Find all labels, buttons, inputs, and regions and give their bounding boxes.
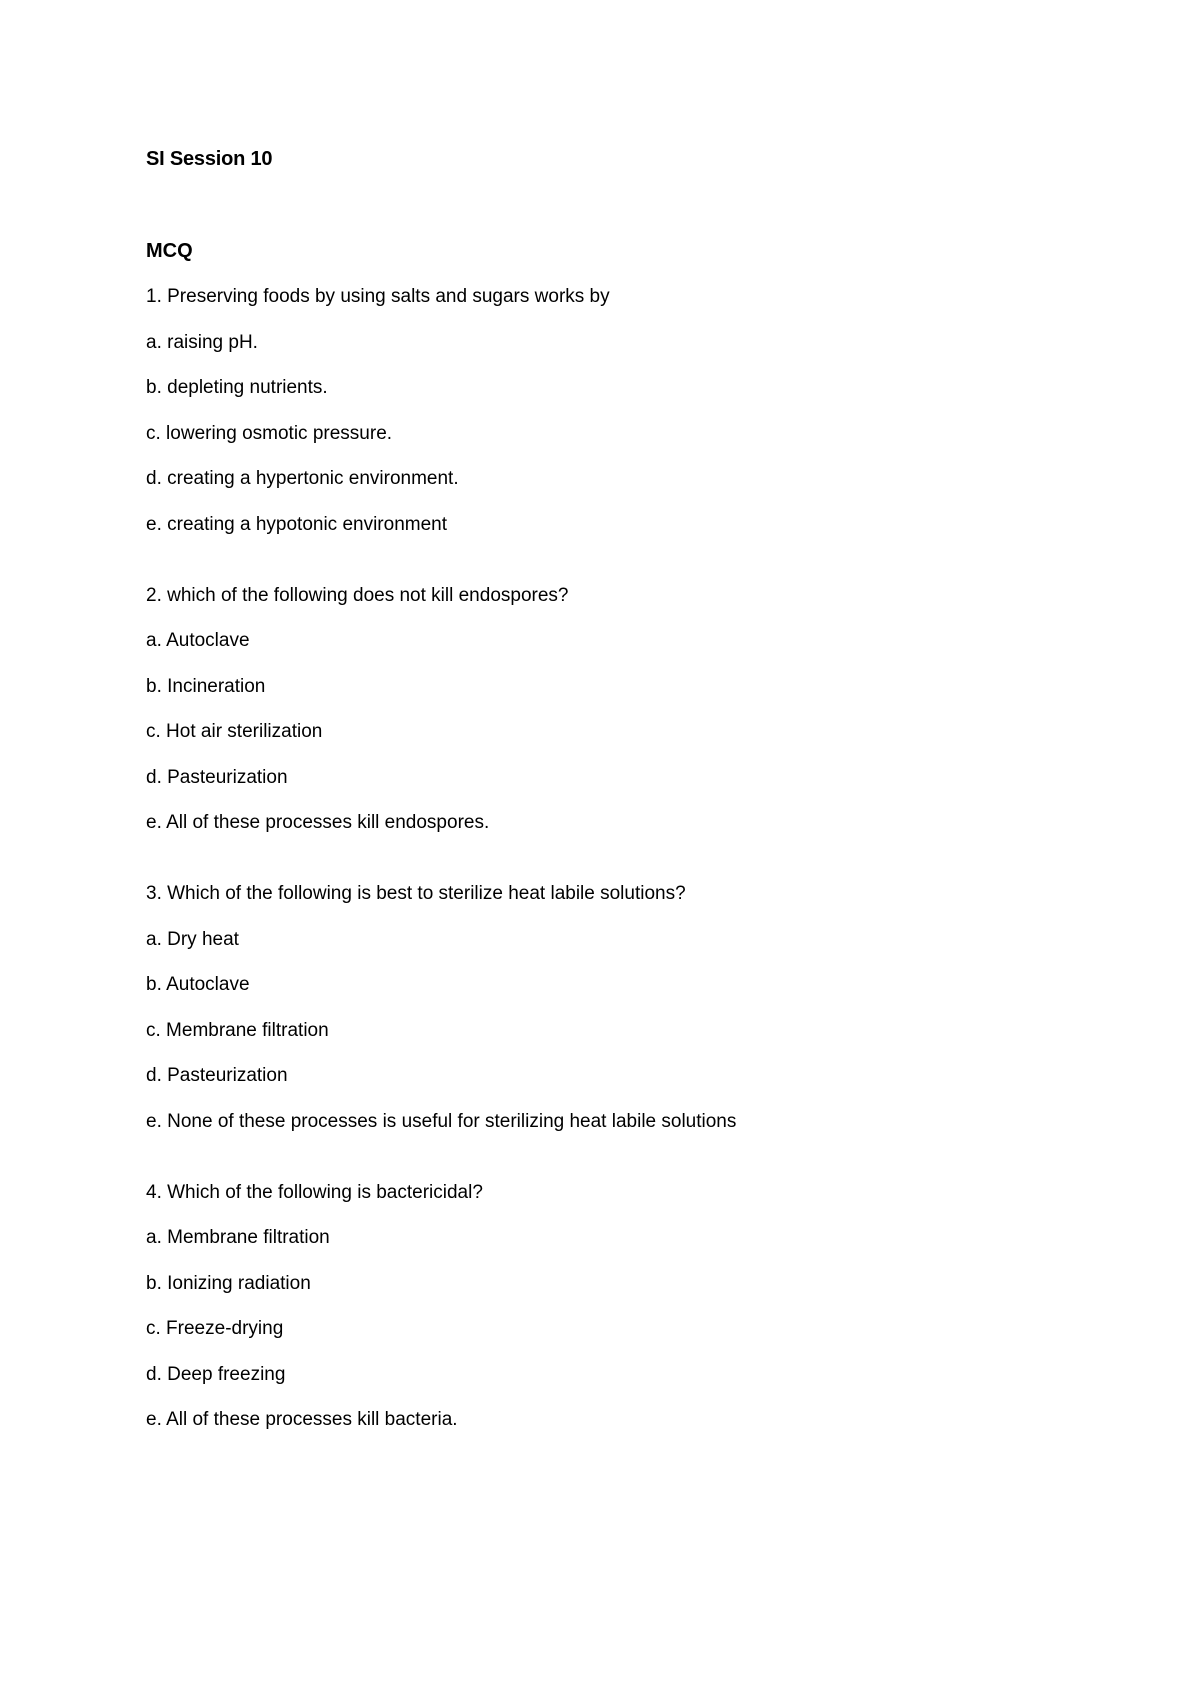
answer-option: e. creating a hypotonic environment <box>146 513 448 535</box>
question-stem: 3. Which of the following is best to sterilize heat labile solutions? <box>146 883 686 904</box>
answer-option: c. Freeze-drying <box>146 1318 284 1339</box>
answer-option: d. Pasteurization <box>146 766 288 788</box>
answer-option: e. None of these processes is useful for sterilizing heat labile solutions <box>146 1110 737 1132</box>
answer-option: a. raising pH. <box>146 331 258 353</box>
answer-option: c. Hot air sterilization <box>146 721 323 742</box>
answer-option: c. lowering osmotic pressure. <box>146 422 393 444</box>
answer-option: e. All of these processes kill bacteria. <box>146 1409 458 1430</box>
question-1 <box>146 284 1096 538</box>
answer-option: d. Pasteurization <box>146 1065 288 1086</box>
question-stem: 2. which of the following does not kill endospores? <box>146 584 569 606</box>
answer-option: e. All of these processes kill endospores. <box>146 812 490 833</box>
question-4 <box>146 1180 1096 1434</box>
answer-option: c. Membrane filtration <box>146 1019 329 1041</box>
answer-option: b. Autoclave <box>146 974 250 995</box>
question-list <box>146 284 1096 1478</box>
answer-option: d. creating a hypertonic environment. <box>146 468 459 489</box>
answer-option: b. depleting nutrients. <box>146 377 328 398</box>
question-3 <box>146 881 1096 1135</box>
question-2 <box>146 583 1096 837</box>
answer-option: a. Membrane filtration <box>146 1227 330 1248</box>
answer-option: a. Autoclave <box>146 630 250 651</box>
answer-option: a. Dry heat <box>146 928 239 950</box>
question-stem: 1. Preserving foods by using salts and sugars works by <box>146 286 610 307</box>
section-heading: MCQ <box>146 240 193 262</box>
answer-option: d. Deep freezing <box>146 1363 286 1385</box>
answer-option: b. Ionizing radiation <box>146 1272 311 1294</box>
question-stem: 4. Which of the following is bactericidal? <box>146 1181 483 1203</box>
document-title: SI Session 10 <box>146 148 273 170</box>
answer-option: b. Incineration <box>146 675 266 697</box>
